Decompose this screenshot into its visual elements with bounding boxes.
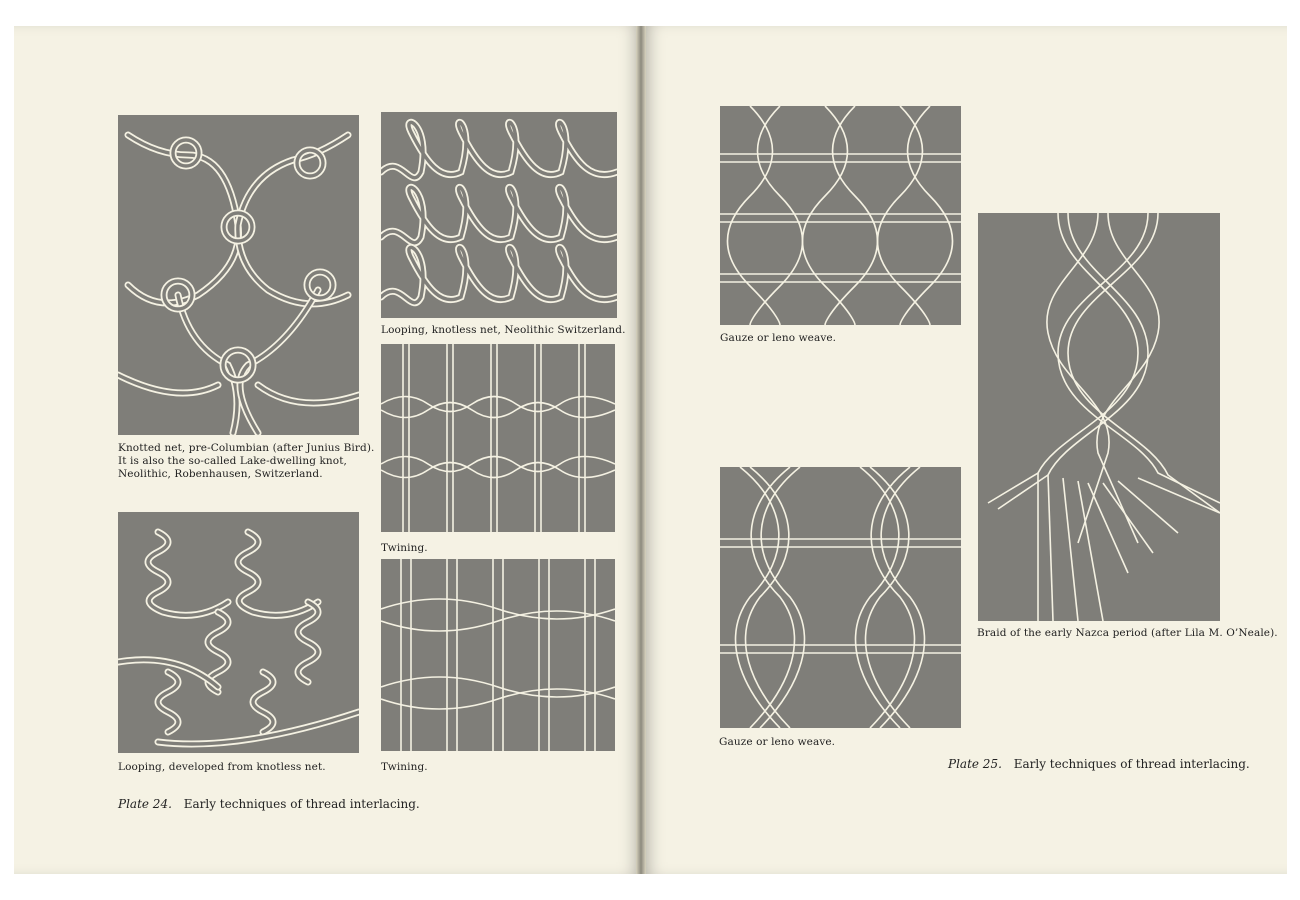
- caption-line: It is also the so-called Lake-dwelling knot,: [118, 455, 347, 467]
- braid-nazca-illustration: [978, 213, 1220, 621]
- knotted-net-caption: [118, 442, 374, 481]
- gauze-2-caption: [719, 736, 835, 749]
- caption-line: Neolithic, Robenhausen, Switzerland.: [118, 468, 323, 480]
- twining-1-caption: [381, 542, 428, 555]
- twining-1-illustration: [381, 344, 615, 532]
- plate-title: Early techniques of thread interlacing.: [183, 797, 420, 811]
- caption-line: Gauze or leno weave.: [719, 736, 836, 748]
- looping-knotless-caption: [381, 324, 626, 337]
- caption-line: Twining.: [381, 542, 428, 554]
- knotted-net-illustration: [118, 115, 359, 435]
- plate-title: Early techniques of thread interlacing.: [1013, 757, 1250, 771]
- caption-line: Twining.: [381, 761, 428, 773]
- caption-line: Looping, developed from knotless net.: [118, 761, 326, 773]
- looping-developed-caption: [118, 761, 326, 774]
- caption-line: Braid of the early Nazca period (after Lila M. O’Neale).: [977, 627, 1278, 639]
- twining-2-caption: [381, 761, 428, 774]
- caption-line: Knotted net, pre-Columbian (after Junius Bird).: [118, 442, 375, 454]
- gauze-1-illustration: [720, 106, 961, 325]
- looping-knotless-illustration: [381, 112, 617, 318]
- plate-25-caption: [948, 757, 1250, 771]
- gauze-2-illustration: [720, 467, 961, 728]
- braid-nazca-caption: [977, 627, 1278, 640]
- looping-developed-illustration: [118, 512, 359, 753]
- caption-line: Gauze or leno weave.: [720, 332, 837, 344]
- caption-line: Looping, knotless net, Neolithic Switzerland.: [381, 324, 626, 336]
- book-gutter: [636, 26, 646, 874]
- plate-number: Plate 25.: [948, 757, 1002, 771]
- plate-number: Plate 24.: [118, 797, 172, 811]
- gauze-1-caption: [720, 332, 836, 345]
- twining-2-illustration: [381, 559, 615, 751]
- plate-24-caption: [118, 797, 420, 811]
